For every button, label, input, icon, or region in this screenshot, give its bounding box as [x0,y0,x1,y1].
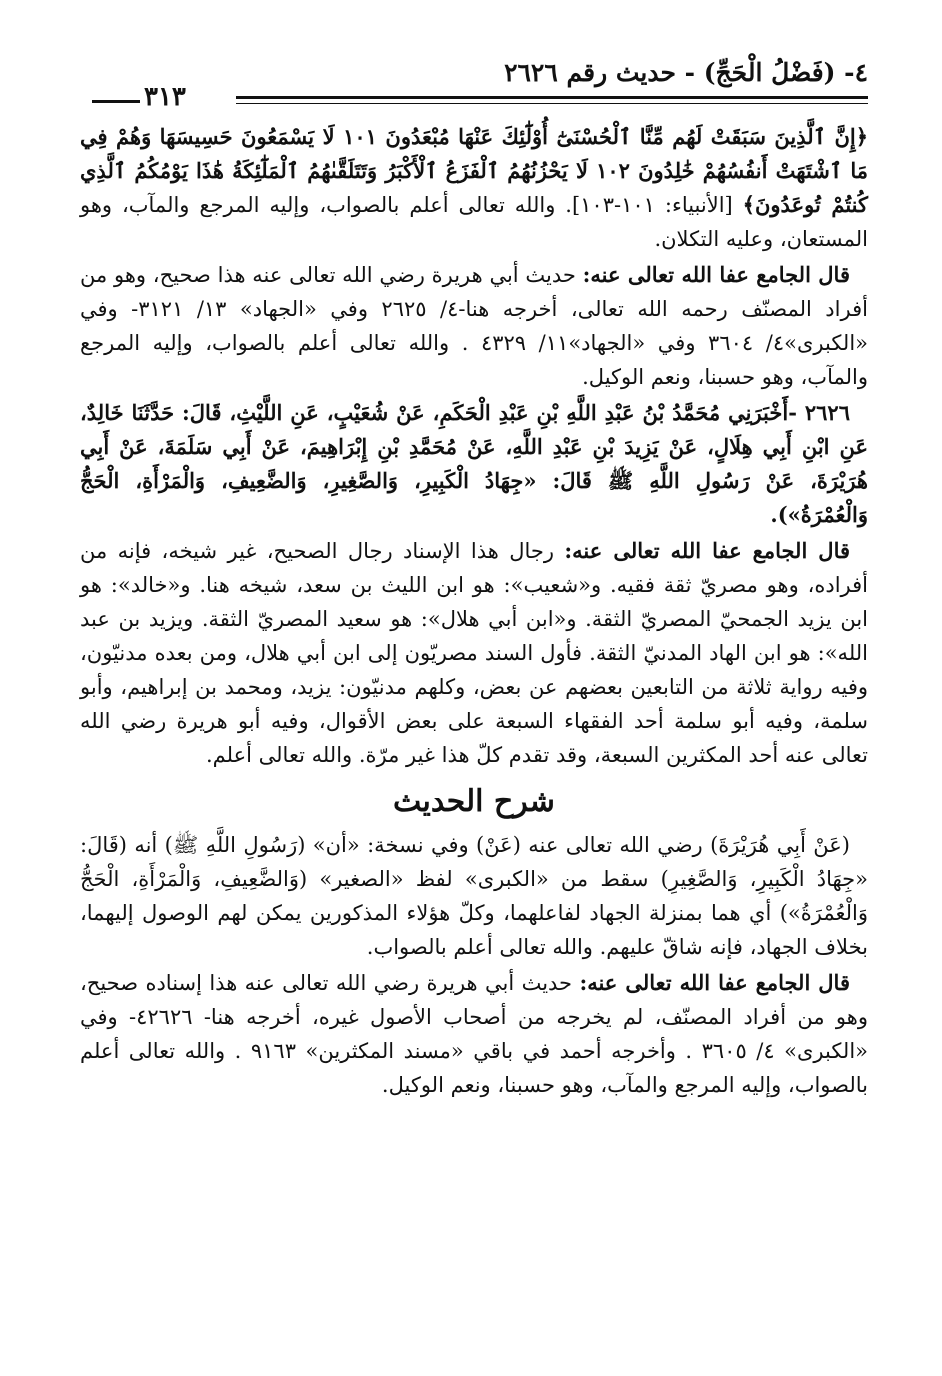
paragraph-text: حديث أبي هريرة رضي الله تعالى عنه هذا إسناده صحيح، وهو من أفراد المصنّف، لم يخرجه من أصحاب الأصول غيره، أخرجه هنا- ٤٢٦٢٦- وفي «الكبرى» ٤/ ٣٦٠٥ . وأخرجه أحمد في باقي «مسند المكثرين» ٩١٦٣ . والله تعالى أعلم بالصواب، وإليه المرجع والمآب، وهو حسبنا، ونعم الوكيل. [80,971,869,1097]
speaker-label: قال الجامع عفا الله تعالى عنه: [582,262,850,287]
quran-verse: ﴿إِنَّ ٱلَّذِينَ سَبَقَتْ لَهُم مِّنَّا ٱلْحُسْنَىٰٓ أُوْلَٰٓئِكَ عَنْهَا مُبْعَدُونَ ١٠١ لَا يَسْمَعُونَ حَسِيسَهَا وَهُمْ فِي مَا ٱشْتَهَتْ أَنفُسُهُمْ خَٰلِدُونَ ١٠٢ لَا يَحْزُنُهُمُ ٱلْفَزَعُ ٱلْأَكْبَرُ وَتَتَلَقَّىٰهُمُ ٱلْمَلَٰٓئِكَةُ هَٰذَا يَوْمُكُمُ ٱلَّذِي كُنتُمْ تُوعَدُونَ﴾ [80,124,869,217]
paragraph-commentary [80,828,868,964]
speaker-label: قال الجامع عفا الله تعالى عنه: [564,538,851,563]
header-rule-thick [236,96,868,99]
paragraph-takhrij [80,258,868,394]
paragraph-quran-verse [80,120,868,256]
page-number: ٣١٣ [144,82,186,112]
paragraph-text: (عَنْ أَبِي هُرَيْرَةَ) رضي الله تعالى عنه (عَنْ) وفي نسخة: «أن» (رَسُولِ اللَّهِ ﷺ) أنه (قَالَ: «جِهَادُ الْكَبِيرِ، وَالصَّغِيرِ) سقط من «الكبرى» لفظ «الصغير» (وَالضَّعِيفِ، وَالْمَرْأَةِ، الْحَجُّ وَالْعُمْرَةُ») أي هما بمنزلة الجهاد لفاعلهما، وكلّ هؤلاء المذكورين يمكن لهم الوصول إليهما، بخلاف الجهاد، فإنه شاقّ عليهم. والله تعالى أعلم بالصواب. [80,833,868,959]
paragraph-text: رجال هذا الإسناد رجال الصحيح، غير شيخه، فإنه من أفراده، وهو مصريّ ثقة فقيه. و«شعيب»: هو ابن الليث بن سعد، شيخه هنا. و«خالد»: هو ابن يزيد الجمحيّ المصريّ الثقة. و«ابن أبي هلال»: هو سعيد المصريّ الثقة. ويزيد بن عبد الله»: هو ابن الهاد المدنيّ الثقة. فأول السند مصريّون إلى ابن أبي هلال، ومن بعده مدنيّون، وفيه رواية ثلاثة من التابعين بعضهم عن بعض، وكلهم مدنيّون: يزيد، ومحمد بن إبراهيم، وأبو سلمة، وفيه أبو سلمة أحد الفقهاء السبعة على بعض الأقوال، وفيه أبو هريرة رضي الله تعالى عنه أحد المكثرين السبعة، وقد تقدم كلّ هذا غير مرّة. والله تعالى أعلم. [80,539,868,767]
paragraph-isnad [80,534,868,772]
speaker-label: قال الجامع عفا الله تعالى عنه: [579,970,850,995]
paragraph-conclusion [80,966,868,1102]
chapter-title: ٤- (فَضْلُ الْحَجِّ) - حديث رقم ٢٦٢٦ [504,58,868,87]
paragraph-text: حديث أبي هريرة رضي الله تعالى عنه هذا صحيح، وهو من أفراد المصنّف رحمه الله تعالى، أخرجه هنا-٤/ ٢٦٢٥ وفي «الجهاد» ١٣/ ٣١٢١- وفي «الكبرى»٤/ ٣٦٠٤ وفي «الجهاد»١١/ ٤٣٢٩ . والله تعالى أعلم بالصواب، وإليه المرجع والمآب، وهو حسبنا، ونعم الوكيل. [80,263,868,389]
hadith-text: ٢٦٢٦ -أَخْبَرَنِي مُحَمَّدُ بْنُ عَبْدِ اللَّهِ بْنِ عَبْدِ الْحَكَمِ، عَنْ شُعَيْبٍ، عَنِ اللَّيْثِ، قَالَ: حَدَّثَنَا خَالِدٌ، عَنِ ابْنِ أَبِي هِلَالٍ، عَنْ يَزِيدَ بْنِ عَبْدِ اللَّهِ، عَنْ مُحَمَّدِ بْنِ إِبْرَاهِيمَ، عَنْ أَبِي سَلَمَةَ، عَنْ أَبِي هُرَيْرَةَ، عَنْ رَسُولِ اللَّهِ ﷺ قَالَ: «جِهَادُ الْكَبِيرِ، وَالصَّغِيرِ، وَالضَّعِيفِ، وَالْمَرْأَةِ، الْحَجُّ وَالْعُمْرَةُ»). [80,400,868,527]
page-body [80,120,868,1104]
page-number-rule [92,100,140,103]
section-title: شرح الحديث [393,784,555,819]
header-rule-thin [236,103,868,104]
page-header [92,58,868,114]
paragraph-hadith [80,396,868,532]
paragraph-text: [الأنبياء: ١٠١-١٠٣]. والله تعالى أعلم بالصواب، وإليه المرجع والمآب، وهو المستعان، وعليه التكلان. [80,193,868,251]
